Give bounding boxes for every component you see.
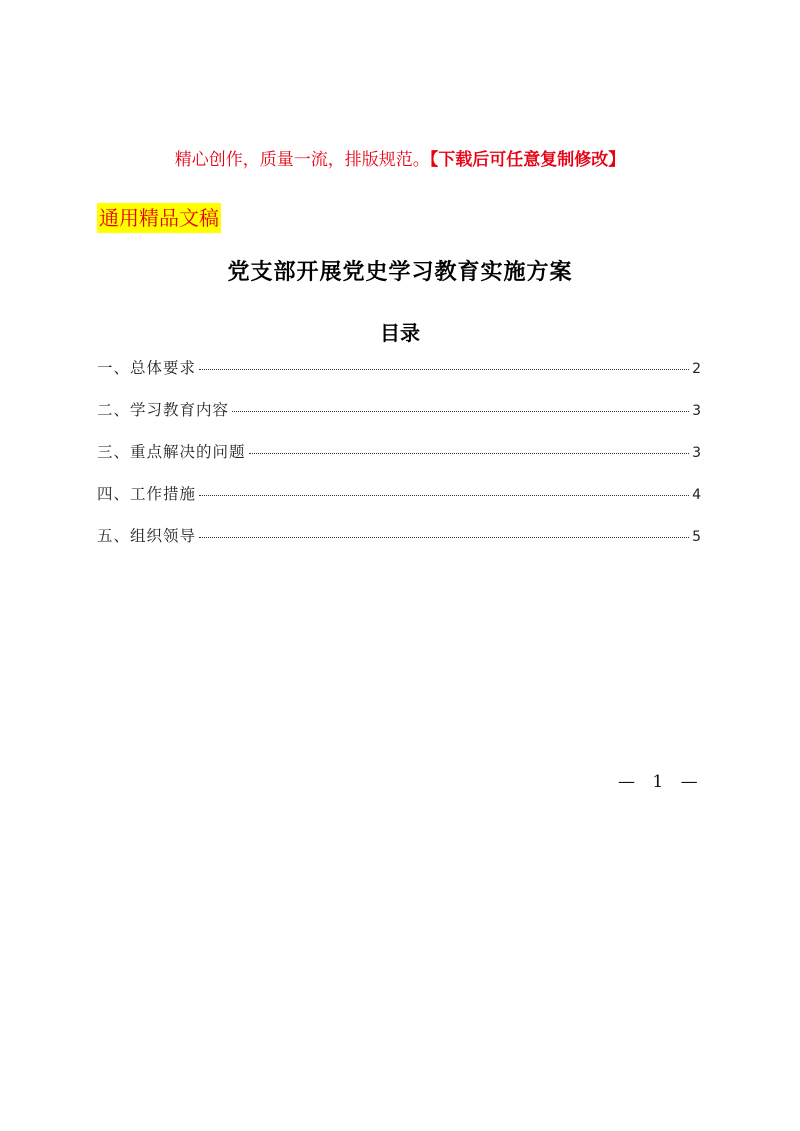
toc-item-3[interactable] [97, 440, 701, 482]
highlight-label: 通用精品文稿 [97, 203, 221, 233]
toc-leader-dots [232, 411, 689, 412]
toc-leader-dots [199, 495, 689, 496]
toc-item-page: 5 [692, 529, 701, 545]
toc-item-text: 三、重点解决的问题 [97, 443, 246, 461]
toc-item-page: 3 [692, 403, 701, 419]
toc-item-text: 一、总体要求 [97, 359, 197, 377]
toc-item-text: 二、学习教育内容 [97, 401, 230, 419]
page-number: — 1 — [618, 772, 704, 792]
toc-item-2[interactable] [97, 398, 701, 440]
toc-item-page: 3 [692, 445, 701, 461]
toc-heading: 目录 [380, 321, 420, 345]
document-title: 党支部开展党史学习教育实施方案 [227, 259, 573, 285]
toc-item-4[interactable] [97, 482, 701, 524]
toc-item-page: 4 [692, 487, 701, 503]
notice-strong-text: 【下载后可任意复制修改】 [429, 150, 626, 170]
toc-item-text: 四、工作措施 [97, 485, 197, 503]
toc-item-1[interactable] [97, 356, 701, 398]
toc-leader-dots [249, 453, 690, 454]
notice-plain-text: 精心创作，质量一流，排版规范。 [174, 150, 430, 170]
toc-leader-dots [199, 537, 689, 538]
toc-item-5[interactable] [97, 524, 701, 566]
toc-item-page: 2 [692, 361, 701, 377]
toc-leader-dots [199, 369, 689, 370]
header-notice [0, 145, 800, 170]
table-of-contents [97, 356, 701, 566]
toc-item-text: 五、组织领导 [97, 527, 197, 545]
